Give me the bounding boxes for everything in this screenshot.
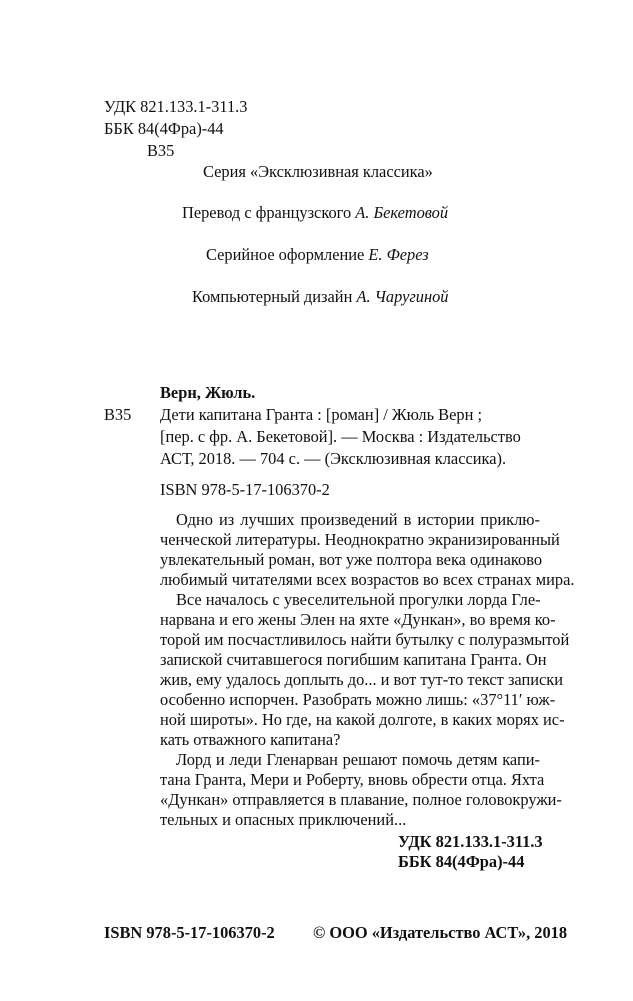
translation-label: Перевод с французского <box>182 203 356 222</box>
designer-name: Е. Ферез <box>368 245 429 264</box>
catalog-mark: В35 <box>104 405 132 424</box>
annotation-line-7: торой им посчастливилось найти бутылку с полуразмытой <box>160 630 570 649</box>
annotation-bbk: ББК 84(4Фра)-44 <box>398 852 525 871</box>
annotation-line-10: особенно испорчен. Разобрать можно лишь: «37°11′ юж- <box>160 690 556 709</box>
annotation-line-12: кать отважного капитана? <box>160 730 341 749</box>
footer-isbn: ISBN 978-5-17-106370-2 <box>104 923 275 942</box>
computer-design-line <box>192 287 449 307</box>
computer-design-label: Компьютерный дизайн <box>192 287 357 306</box>
annotation-line-2: ченческой литературы. Неоднократно экранизированный <box>160 530 560 549</box>
catalog-author: Верн, Жюль. <box>160 383 256 402</box>
catalog-line-3: АСТ, 2018. — 704 с. — (Эксклюзивная классика). <box>160 449 507 468</box>
annotation-line-1: Одно из лучших произведений в истории приклю- <box>176 510 540 529</box>
catalog-line-2: [пер. с фр. А. Бекетовой]. — Москва : Издательство <box>160 427 521 446</box>
computer-designer-name: А. Чаругиной <box>356 287 449 306</box>
design-line <box>206 245 429 265</box>
annotation-line-5: Все началось с увеселительной прогулки лорда Гле- <box>176 590 541 609</box>
annotation-line-3: увлекательный роман, вот уже полтора века одинаково <box>160 550 543 569</box>
top-author-mark: В35 <box>147 141 175 160</box>
annotation-line-15: «Дункан» отправляется в плавание, полное головокружи- <box>160 790 562 809</box>
annotation-udk: УДК 821.133.1-311.3 <box>398 832 543 851</box>
catalog-line-1: Дети капитана Гранта : [роман] / Жюль Верн ; <box>160 405 483 424</box>
annotation-line-16: тельных и опасных приключений... <box>160 810 407 829</box>
annotation-line-13: Лорд и леди Гленарван решают помочь детям капи- <box>176 750 540 769</box>
translator-name: А. Бекетовой <box>355 203 449 222</box>
series-line: Серия «Эксклюзивная классика» <box>203 162 433 181</box>
design-label: Серийное оформление <box>206 245 369 264</box>
annotation-line-4: любимый читателями всех возрастов во всех странах мира. <box>160 570 575 589</box>
catalog-isbn: ISBN 978-5-17-106370-2 <box>160 480 330 499</box>
annotation-line-6: нарвана и его жены Элен на яхте «Дункан», во время ко- <box>160 610 556 629</box>
annotation-line-11: ной широты». Но где, на какой долготе, в каких морях ис- <box>160 710 565 729</box>
annotation-line-9: жив, ему удалось доплыть до... и вот тут-то текст записки <box>160 670 564 689</box>
annotation-line-8: запиской считавшегося погибшим капитана Гранта. Он <box>160 650 547 669</box>
top-udk: УДК 821.133.1-311.3 <box>104 97 248 116</box>
translation-line <box>182 203 448 223</box>
top-bbk: ББК 84(4Фра)-44 <box>104 119 224 138</box>
annotation-line-14: тана Гранта, Мери и Роберту, вновь обрести отца. Яхта <box>160 770 545 789</box>
footer-copyright: © ООО «Издательство АСТ», 2018 <box>313 923 568 942</box>
